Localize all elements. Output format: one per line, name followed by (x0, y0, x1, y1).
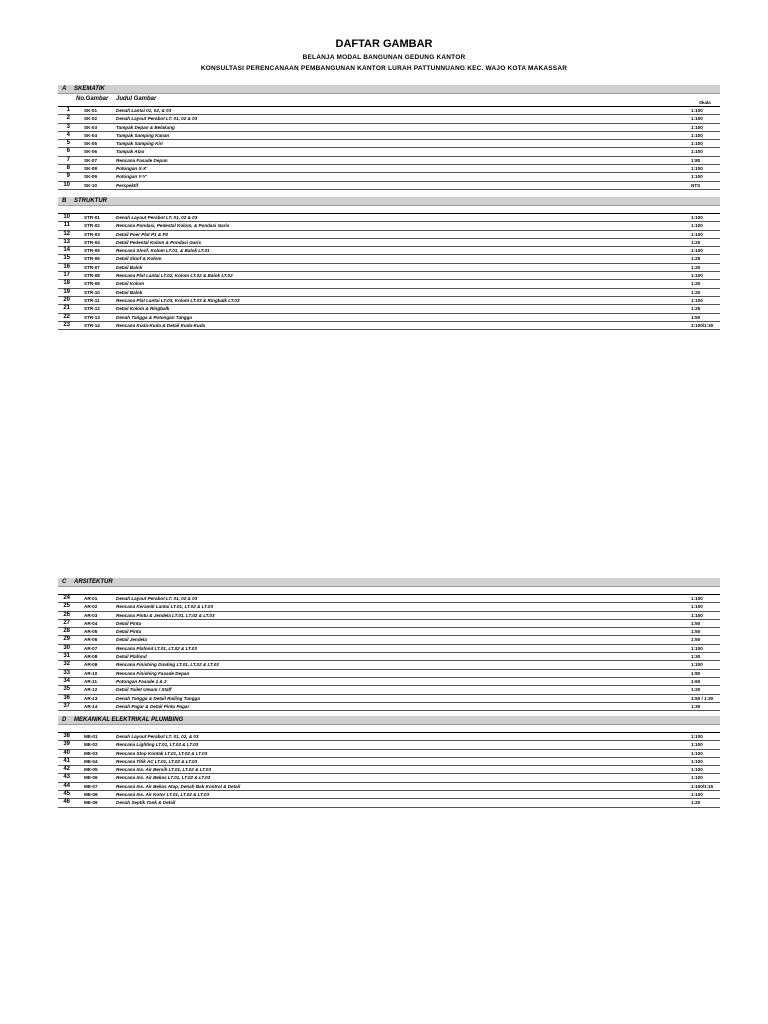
drawing-code: SK-07 (84, 157, 98, 163)
drawing-title: Detail Kolom (116, 281, 145, 287)
drawing-code: AR-11 (84, 678, 98, 684)
section-arsitektur (58, 578, 720, 711)
table-row (58, 732, 720, 741)
drawing-code: SK-05 (84, 141, 98, 147)
drawing-title: Detail Kolom & Ringbalk (116, 306, 170, 312)
section-name: SKEMATIK (74, 86, 105, 92)
drawing-title: Rencana Ins. Air Bekas Atap, Denah Bak Kontrol & Detail (116, 783, 241, 789)
drawing-code: STR-07 (84, 264, 100, 270)
row-number: 10 (63, 181, 70, 188)
drawing-scale: 1:100 (691, 166, 703, 172)
drawing-scale: 1:100 (691, 231, 703, 237)
drawing-title: Denah Layout Perabot LT. 01, 02, & 03 (116, 734, 199, 739)
table-row (58, 750, 720, 758)
row-number: 14 (63, 247, 70, 254)
drawing-code: ME-06 (84, 775, 98, 781)
drawing-scale: 1:100 (691, 792, 703, 798)
drawing-code: ME-07 (84, 783, 98, 789)
drawing-code: AR-13 (84, 695, 98, 701)
row-number: 2 (66, 115, 70, 122)
drawing-title: Potongan Y-Y' (116, 174, 147, 180)
drawing-code: AR-14 (84, 703, 98, 709)
drawing-code: SK-02 (84, 116, 98, 122)
row-number: 24 (63, 595, 70, 601)
table-row (58, 612, 720, 620)
drawing-scale: 1:20 (691, 281, 701, 287)
drawing-code: STR-13 (84, 314, 100, 320)
drawing-scale: 1:100 (691, 297, 703, 303)
table-row (58, 766, 720, 774)
drawing-title: Potongan Fasade 1 & 2 (116, 678, 167, 684)
row-number: 6 (66, 148, 70, 155)
table-row (58, 603, 720, 611)
row-number: 10 (63, 214, 70, 220)
drawing-title: Perspektif (116, 182, 139, 188)
drawing-scale: 1:20 (691, 800, 701, 806)
section-header (58, 197, 720, 206)
table-row (58, 783, 720, 791)
drawing-scale: 1:20 (691, 239, 701, 245)
drawing-code: AR-05 (84, 629, 98, 635)
drawing-title: Rencana Sloof, Kolom LT.01, & Balok LT.01 (116, 248, 210, 254)
row-number: 46 (63, 799, 70, 806)
drawing-scale: 1:100 (691, 215, 703, 220)
drawing-title: Detail Sloof & Kolom (116, 256, 162, 262)
drawing-scale: 1:100 (691, 248, 703, 254)
drawing-scale: 1:50 (691, 314, 701, 320)
table-row (58, 173, 720, 181)
drawing-scale: 1:100 (691, 124, 703, 130)
row-number: 17 (63, 272, 70, 279)
drawing-title: Detail Plafond (116, 654, 147, 660)
section-mekanikal-elektrikal-plumbing (58, 716, 720, 808)
drawing-code: SK-04 (84, 132, 98, 138)
table-row (58, 703, 720, 711)
table-row (58, 140, 720, 148)
drawing-title: Denah Tangga & Detail Railing Tangga (116, 695, 200, 701)
table-row (58, 678, 720, 686)
drawing-title: Detail Balok (116, 264, 143, 270)
drawing-scale: 1:100 (691, 734, 703, 739)
drawing-scale: 1:60 (691, 678, 701, 684)
drawing-title: Rencana Finishing Dinding LT.01, LT.02 & LT.03 (116, 662, 219, 668)
column-header-no: No.Gambar (76, 96, 109, 102)
drawing-title: Rencana Plafond LT.01, LT.02 & LT.03 (116, 645, 197, 651)
row-number: 3 (66, 123, 70, 130)
drawing-scale: 1:20 (691, 289, 701, 295)
table-row (58, 670, 720, 678)
row-number: 45 (63, 791, 70, 798)
drawing-code: STR-04 (84, 239, 100, 245)
drawing-scale: 1:100 (691, 223, 703, 229)
drawing-scale: 1:50 / 1:30 (691, 695, 714, 701)
drawing-scale: 1:80 (691, 157, 701, 163)
row-number: 27 (63, 619, 70, 626)
table-row (58, 182, 720, 190)
section-struktur (58, 197, 720, 330)
column-header-judul: Judul Gambar (116, 96, 157, 102)
row-number: 15 (63, 255, 70, 262)
drawing-scale: 1:20 (691, 264, 701, 270)
drawing-scale: NTS (691, 182, 701, 188)
table-row (58, 791, 720, 799)
drawing-title: Denah Layout Perabot LT. 01, 02 & 03 (116, 596, 198, 601)
drawing-code: STR-02 (84, 223, 100, 229)
drawing-scale: 1:100 (691, 604, 703, 610)
row-number: 26 (63, 611, 70, 618)
document-subtitle-consultation: KONSULTASI PERENCANAAN PEMBANGUNAN KANTOR LURAH PATTUNNUANG KEC. WAJO KOTA MAKASSAR (200, 65, 568, 72)
table-row (58, 264, 720, 272)
drawing-code: SK-08 (84, 166, 98, 172)
row-number: 25 (63, 603, 70, 610)
drawing-scale: 1:100 (691, 141, 703, 147)
table-row (58, 636, 720, 644)
drawing-title: Denah Layout Perabot LT. 01, 02 & 03 (116, 215, 198, 220)
drawing-title: Detail Jendela (116, 637, 147, 643)
drawing-code: SK-01 (84, 108, 98, 113)
drawing-code: ME-03 (84, 750, 98, 756)
drawing-title: Detail Pintu (116, 629, 142, 635)
row-number: 30 (63, 644, 70, 651)
drawing-code: ME-01 (84, 734, 98, 739)
table-row (58, 106, 720, 115)
row-number: 11 (63, 222, 70, 229)
row-number: 44 (63, 782, 70, 789)
row-number: 1 (66, 107, 70, 113)
table-row (58, 255, 720, 263)
table-row (58, 686, 720, 694)
drawing-code: AR-08 (84, 654, 98, 660)
drawing-scale: 1:100 (691, 742, 703, 748)
drawing-scale: 1:30 (691, 703, 701, 709)
row-number: 18 (63, 280, 70, 287)
drawing-scale: 1:100 (691, 596, 703, 601)
drawing-scale: 1:100 (691, 775, 703, 781)
drawing-code: AR-07 (84, 645, 98, 651)
row-number: 32 (63, 661, 70, 668)
row-number: 13 (63, 238, 70, 245)
drawing-scale: 1:100/1:30 (691, 322, 714, 328)
section-header (58, 85, 720, 94)
table-row (58, 741, 720, 749)
row-number: 28 (63, 628, 70, 635)
drawing-title: Rencana Lighting LT.01, LT.02 & LT.03 (116, 742, 199, 748)
drawing-scale: 1:100 (691, 132, 703, 138)
row-number: 35 (63, 686, 70, 693)
drawing-code: AR-12 (84, 687, 98, 693)
table-row (58, 165, 720, 173)
drawing-title: Rencana Ins. Air Bersih LT.01, LT.02 & LT.03 (116, 767, 212, 773)
drawing-title: Detail Toilet Umum / Staff (116, 687, 172, 693)
row-number: 40 (63, 749, 70, 756)
column-header-skala: Skala (699, 100, 711, 105)
row-number: 7 (66, 156, 70, 163)
row-number: 43 (63, 774, 70, 781)
drawing-title: Tampak Samping Kanan (116, 132, 170, 138)
table-row (58, 132, 720, 140)
drawing-code: STR-11 (84, 297, 100, 303)
table-row (58, 774, 720, 782)
table-row (58, 222, 720, 230)
drawing-title: Tampak Atas (116, 149, 145, 155)
table-row (58, 628, 720, 636)
drawing-title: Denah Tangga & Potongan Tangga (116, 314, 192, 320)
row-number: 4 (66, 131, 70, 138)
drawing-code: ME-04 (84, 758, 98, 764)
table-row (58, 239, 720, 247)
drawing-scale: 1:100 (691, 174, 703, 180)
row-number: 21 (63, 305, 70, 312)
table-row (58, 645, 720, 653)
table-row (58, 661, 720, 669)
drawing-title: Detail Pedestal Kolom & Pondasi Garis (116, 239, 202, 245)
drawing-title: Rencana Keramik Lantai LT.01, LT.02 & LT.03 (116, 604, 214, 610)
drawing-title: Tampak Samping Kiri (116, 141, 163, 147)
drawing-scale: 1:100 (691, 273, 703, 279)
drawing-title: Detail Balok (116, 289, 143, 295)
row-number: 42 (63, 766, 70, 773)
table-row (58, 247, 720, 255)
table-row (58, 653, 720, 661)
drawing-code: AR-09 (84, 662, 98, 668)
table-row (58, 695, 720, 703)
drawing-scale: 1:20 (691, 687, 701, 693)
table-row (58, 594, 720, 603)
drawing-scale: 1:100 (691, 116, 703, 122)
table-row (58, 799, 720, 807)
drawing-title: Rencana Pintu & Jendela LT.01, LT.02 & LT.03 (116, 612, 215, 618)
document-title: DAFTAR GAMBAR (335, 38, 433, 50)
column-headers (58, 94, 720, 106)
table-row (58, 148, 720, 156)
drawing-code: STR-09 (84, 281, 100, 287)
drawing-scale: 1:100 (691, 149, 703, 155)
table-row (58, 213, 720, 222)
table-row (58, 314, 720, 322)
drawing-code: STR-10 (84, 289, 100, 295)
drawing-title: Denah Septik Tank & Detail (116, 800, 176, 806)
drawing-title: Detail Poer Plat P1 & P2 (116, 231, 169, 237)
table-row (58, 124, 720, 132)
drawing-code: AR-10 (84, 670, 98, 676)
section-spacer (58, 587, 720, 594)
drawing-code: STR-03 (84, 231, 100, 237)
drawing-title: Rencana Kuda-Kuda & Detail Kuda-Kuda (116, 322, 206, 328)
table-row (58, 272, 720, 280)
row-number: 5 (66, 140, 70, 147)
section-name: MEKANIKAL ELEKTRIKAL PLUMBING (74, 717, 184, 723)
drawing-title: Rencana Ins. Air Bekas LT.01, LT.02 & LT.03 (116, 775, 211, 781)
section-skematik (58, 85, 720, 190)
drawing-scale: 1:100 (691, 758, 703, 764)
table-row (58, 322, 720, 330)
drawing-title: Rencana Plat Lantai LT.02, Kolom LT.02 & Balok LT.02 (116, 273, 233, 279)
drawing-scale: 1:100 (691, 612, 703, 618)
drawing-code: STR-05 (84, 248, 100, 254)
section-letter: B (62, 198, 67, 204)
row-number: 22 (63, 313, 70, 320)
drawing-code: ME-02 (84, 742, 98, 748)
drawing-code: STR-14 (84, 322, 100, 328)
drawing-scale: 1:100/1:15 (691, 783, 714, 789)
drawing-title: Potongan X-X' (116, 166, 148, 172)
drawing-code: SK-10 (84, 182, 98, 188)
drawing-code: AR-04 (84, 620, 98, 626)
drawing-code: ME-08 (84, 792, 98, 798)
drawing-scale: 1:25 (691, 306, 701, 312)
row-number: 37 (63, 702, 70, 709)
drawing-code: SK-09 (84, 174, 98, 180)
drawing-scale: 1:100 (691, 108, 703, 113)
drawing-title: Rencana Titik AC LT.01, LT.02 & LT.03 (116, 758, 198, 764)
table-row (58, 231, 720, 239)
table-row (58, 297, 720, 305)
row-number: 8 (66, 165, 70, 172)
row-number: 12 (63, 230, 70, 237)
drawing-title: Denah Pagar & Detail Pintu Pagar (116, 703, 190, 709)
drawing-scale: 1:100 (691, 662, 703, 668)
drawing-code: STR-01 (84, 215, 100, 220)
drawing-code: AR-02 (84, 604, 98, 610)
drawing-title: Denah Lantai 01, 02, & 03 (116, 108, 172, 113)
drawing-code: STR-08 (84, 273, 100, 279)
drawing-title: Rencana Stop Kontak LT.01, LT.02 & LT.03 (116, 750, 208, 756)
table-row (58, 305, 720, 313)
drawing-code: ME-09 (84, 800, 98, 806)
drawing-scale: 1:25 (691, 256, 701, 262)
table-row (58, 758, 720, 766)
row-number: 41 (63, 757, 70, 764)
row-number: 38 (63, 733, 70, 739)
section-spacer (58, 206, 720, 213)
drawing-title: Detail Pintu (116, 620, 142, 626)
drawing-scale: 1:80 (691, 670, 701, 676)
drawing-title: Rencana Pondasi, Pedestal Kolom, & Pondasi Garis (116, 223, 230, 229)
drawing-code: AR-01 (84, 596, 98, 601)
row-number: 16 (63, 263, 70, 270)
drawing-code: STR-12 (84, 306, 100, 312)
row-number: 23 (63, 321, 70, 328)
section-header (58, 716, 720, 725)
drawing-scale: 1:50 (691, 620, 701, 626)
row-number: 29 (63, 636, 70, 643)
table-row (58, 289, 720, 297)
drawing-code: SK-03 (84, 124, 98, 130)
document-subtitle-project: BELANJA MODAL BANGUNAN GEDUNG KANTOR (302, 54, 466, 61)
drawing-title: Tampak Depan & Belakang (116, 124, 175, 130)
section-spacer (58, 725, 720, 732)
section-name: ARSITEKTUR (74, 579, 113, 585)
drawing-title: Rencana Finishing Fasade Depan (116, 670, 190, 676)
table-row (58, 620, 720, 628)
drawing-code: ME-05 (84, 767, 98, 773)
drawing-code: SK-06 (84, 149, 98, 155)
drawing-scale: 1:100 (691, 645, 703, 651)
drawing-title: Rencana Plat Lantai LT.03, Kolom LT.03 & Ringbalk LT.03 (116, 297, 240, 303)
drawing-title: Rencana Fasade Depan (116, 157, 168, 163)
row-number: 19 (63, 288, 70, 295)
row-number: 36 (63, 694, 70, 701)
drawing-scale: 1:100 (691, 767, 703, 773)
section-header (58, 578, 720, 587)
drawing-title: Rencana Ins. Air Kotor LT.01, LT.02 & LT.03 (116, 792, 209, 798)
drawing-scale: 1:50 (691, 637, 701, 643)
table-row (58, 280, 720, 288)
drawing-code: AR-03 (84, 612, 98, 618)
section-letter: A (62, 86, 67, 92)
drawing-scale: 1:30 (691, 654, 701, 660)
row-number: 33 (63, 669, 70, 676)
row-number: 39 (63, 741, 70, 748)
row-number: 34 (63, 677, 70, 684)
drawing-scale: 1:100 (691, 750, 703, 756)
table-row (58, 157, 720, 165)
drawing-code: STR-06 (84, 256, 100, 262)
drawing-title: Denah Layout Perabot LT. 01, 02 & 03 (116, 116, 198, 122)
section-letter: D (62, 717, 67, 723)
drawing-scale: 1:50 (691, 629, 701, 635)
table-row (58, 115, 720, 123)
section-letter: C (62, 579, 67, 585)
row-number: 20 (63, 296, 70, 303)
row-number: 31 (63, 653, 70, 660)
drawing-code: AR-06 (84, 637, 98, 643)
row-number: 9 (66, 173, 70, 180)
section-name: STRUKTUR (74, 198, 107, 204)
